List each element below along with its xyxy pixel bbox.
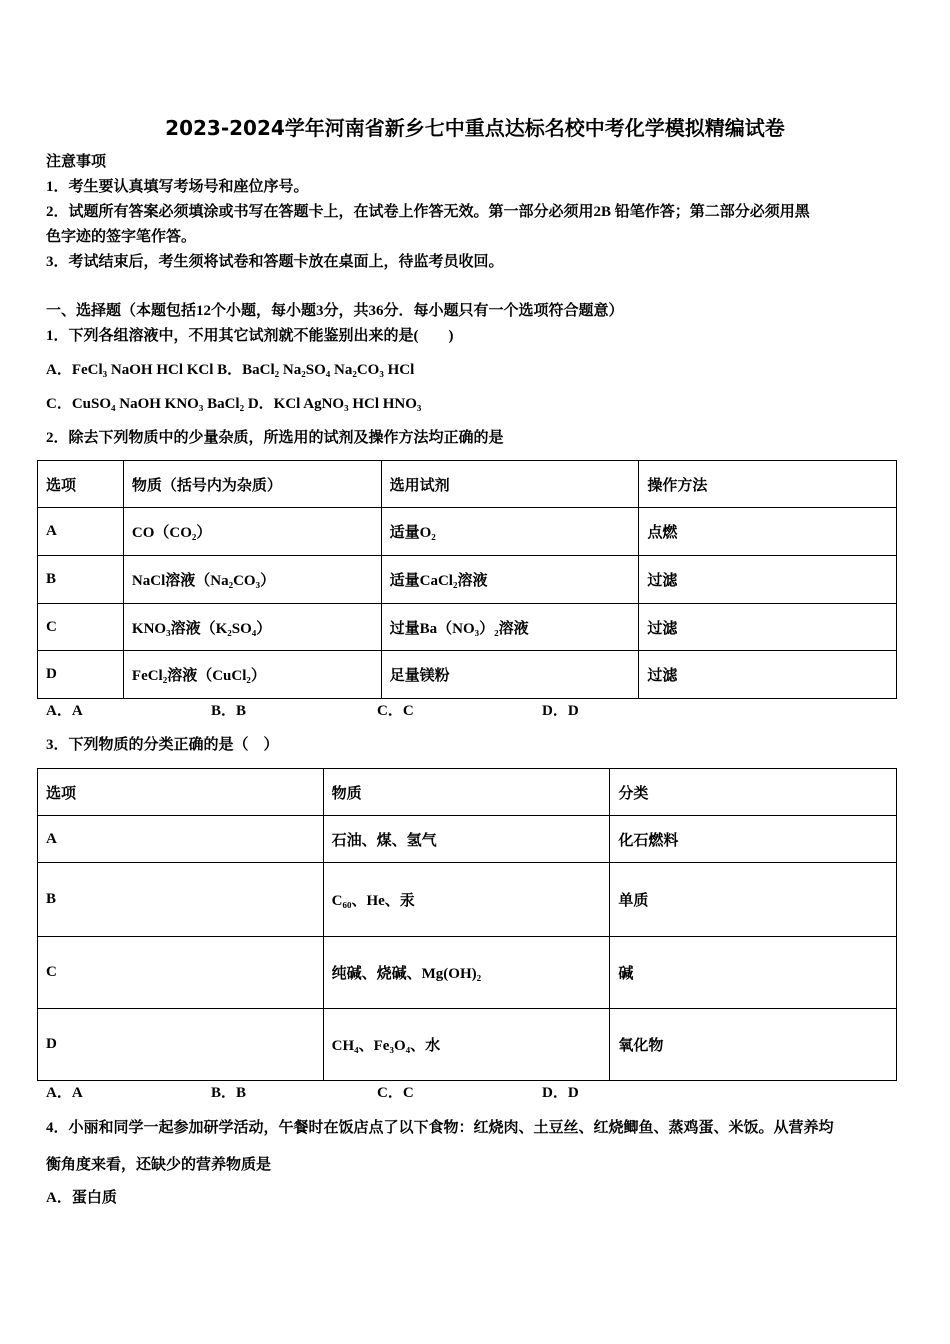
cell: B [38, 556, 124, 604]
page-title: 2023-2024学年河南省新乡七中重点达标名校中考化学模拟精编试卷 [165, 116, 785, 140]
question-4-option-a: A．蛋白质 [46, 1190, 117, 1206]
header-cell: 分类 [610, 769, 897, 816]
table-row [38, 651, 897, 699]
question-1-options-cd: C．CuSO₄ NaOH KNO₃ BaCl₂ D．KCl AgNO₃ HCl HNO₃ [46, 396, 422, 412]
cell: B [38, 863, 324, 937]
notice-item: 2．试题所有答案必须填涂或书写在答题卡上，在试卷上作答无效。第一部分必须用2B 铅笔作答；第二部分必须用黑 [46, 204, 810, 220]
cell: D [38, 651, 124, 699]
question-3-table [37, 768, 897, 1081]
question-1-stem: 1．下列各组溶液中，不用其它试剂就不能鉴别出来的是( ) [46, 328, 454, 344]
cell: 石油、煤、氢气 [323, 816, 610, 863]
header-cell: 物质（括号内为杂质） [123, 461, 381, 508]
cell: 纯碱、烧碱、Mg(OH)₂ [323, 937, 610, 1009]
cell: 过滤 [639, 556, 897, 604]
cell: C [38, 937, 324, 1009]
notice-item: 1．考生要认真填写考场号和座位序号。 [46, 179, 309, 195]
table-row [38, 816, 897, 863]
table-header-row [38, 769, 897, 816]
header-cell: 物质 [323, 769, 610, 816]
cell: 碱 [610, 937, 897, 1009]
cell: 足量镁粉 [381, 651, 639, 699]
table-row [38, 556, 897, 604]
answer-option: B．B [211, 703, 247, 719]
answer-option: C．C [377, 1085, 414, 1101]
cell: KNO₃溶液（K₂SO₄） [123, 604, 381, 651]
question-2-stem: 2．除去下列物质中的少量杂质，所选用的试剂及操作方法均正确的是 [46, 430, 504, 446]
question-3-stem: 3．下列物质的分类正确的是（ ） [46, 737, 279, 753]
question-4-stem: 4．小丽和同学一起参加研学活动，午餐时在饭店点了以下食物：红烧肉、土豆丝、红烧鲫鱼、蒸鸡蛋、米饭。从营养均 [46, 1120, 834, 1136]
answer-option: A．A [46, 1085, 83, 1101]
header-cell: 操作方法 [639, 461, 897, 508]
header-cell: 选项 [38, 461, 124, 508]
table-row [38, 508, 897, 556]
notice-item: 3．考试结束后，考生须将试卷和答题卡放在桌面上，待监考员收回。 [46, 254, 504, 270]
cell: 化石燃料 [610, 816, 897, 863]
table-row [38, 937, 897, 1009]
answer-option: D．D [542, 1085, 579, 1101]
cell: 过量Ba（NO₃）₂溶液 [381, 604, 639, 651]
answer-option: C．C [377, 703, 414, 719]
cell: 适量CaCl₂溶液 [381, 556, 639, 604]
cell: 氧化物 [610, 1009, 897, 1081]
cell: CH₄、Fe₃O₄、水 [323, 1009, 610, 1081]
question-2-table [37, 460, 897, 699]
header-cell: 选用试剂 [381, 461, 639, 508]
cell: FeCl₂溶液（CuCl₂） [123, 651, 381, 699]
cell: NaCl溶液（Na₂CO₃） [123, 556, 381, 604]
answer-option: B．B [211, 1085, 247, 1101]
cell: 适量O₂ [381, 508, 639, 556]
cell: 单质 [610, 863, 897, 937]
question-1-options-ab: A．FeCl₃ NaOH HCl KCl B．BaCl₂ Na₂SO₄ Na₂CO₃ HCl [46, 362, 415, 378]
cell: 点燃 [639, 508, 897, 556]
notice-heading: 注意事项 [46, 154, 107, 170]
cell: A [38, 816, 324, 863]
table-header-row [38, 461, 897, 508]
section-heading: 一、选择题（本题包括12个小题，每小题3分，共36分．每小题只有一个选项符合题意） [46, 303, 624, 319]
cell: A [38, 508, 124, 556]
cell: C [38, 604, 124, 651]
cell: C₆₀、He、汞 [323, 863, 610, 937]
answer-option: A．A [46, 703, 83, 719]
notice-item: 色字迹的签字笔作答。 [46, 229, 197, 245]
cell: D [38, 1009, 324, 1081]
question-4-stem-cont: 衡角度来看，还缺少的营养物质是 [46, 1157, 272, 1173]
table-row [38, 1009, 897, 1081]
table-row [38, 604, 897, 651]
cell: CO（CO₂） [123, 508, 381, 556]
cell: 过滤 [639, 651, 897, 699]
answer-option: D．D [542, 703, 579, 719]
header-cell: 选项 [38, 769, 324, 816]
table-row [38, 863, 897, 937]
cell: 过滤 [639, 604, 897, 651]
